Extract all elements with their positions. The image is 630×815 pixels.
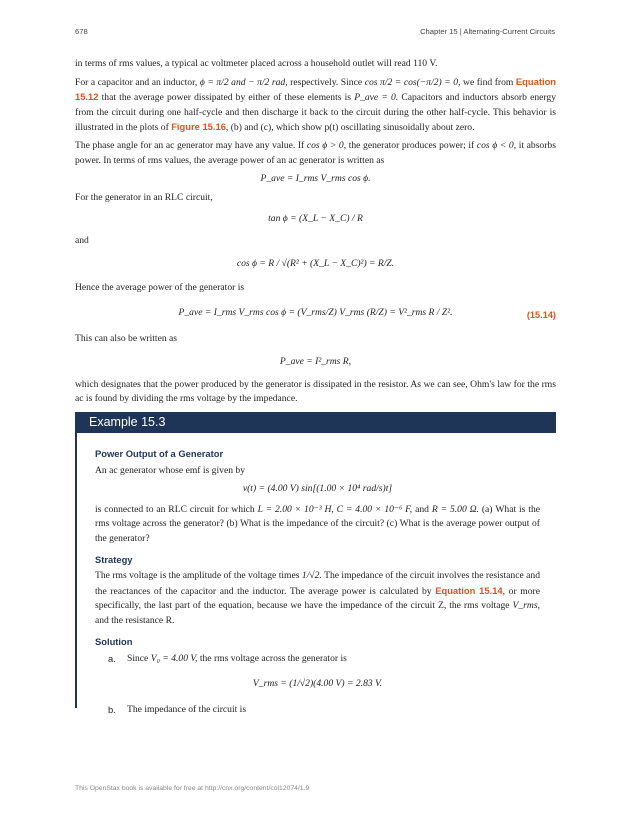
paragraph-text: Hence the average power of the generator is <box>75 282 245 294</box>
inline-equation: 1/√2. <box>301 570 322 582</box>
equation-text: P_ave = I_rms V_rms cos ϕ = (V_rms/Z) V_rms (R/Z) = V²_rms R / Z². <box>178 306 453 318</box>
equation-cos-phi: cos ϕ = R / √(R² + (X_L − X_C)²) = R/Z. <box>236 257 395 269</box>
inline-equation: ϕ = π/2 and − π/2 rad, <box>199 76 288 88</box>
equation-vrms: V_rms = (1/√2)(4.00 V) = 2.83 V. <box>252 677 383 689</box>
equation-link[interactable]: Equation 15.12 <box>75 75 557 103</box>
paragraph-text: The impedance of the circuit is <box>127 704 247 716</box>
equation-emf: v(t) = (4.00 V) sin[(1.00 × 10⁴ rad/s)t] <box>242 483 393 495</box>
main-text <box>75 57 556 409</box>
equation-link[interactable]: Equation 15.14 <box>435 584 503 596</box>
paragraph <box>75 75 556 136</box>
example-box <box>75 412 556 716</box>
paragraph-text: The rms voltage is the amplitude of the voltage times <box>95 570 300 582</box>
paragraph-text: For the generator in an RLC circuit, <box>75 191 213 203</box>
list-item <box>95 703 540 718</box>
paragraph <box>75 281 556 296</box>
inline-equation: L = 2.00 × 10⁻³ H, <box>257 503 334 515</box>
paragraph-text: , and the resistance R. <box>95 600 540 626</box>
paragraph <box>75 191 556 206</box>
inline-equation: cos ϕ > 0, <box>306 139 347 151</box>
paragraph-text: is connected to an RLC circuit for which <box>95 503 255 515</box>
paragraph-text: , or more specifically, the last part of the equation, because we have the impedance of the circuit Z, the rms voltage <box>95 585 540 612</box>
paragraph-text: it absorbs power. In terms of rms values, the average power of an ac generator is written as <box>75 139 556 166</box>
paragraph-text: the rms voltage across the generator is <box>199 653 347 665</box>
example-title: Example 15.3 <box>77 412 556 433</box>
equation-pave: P_ave = I_rms V_rms cos ϕ. <box>260 173 371 185</box>
paragraph-text: An ac generator whose emf is given by <box>95 464 245 476</box>
inline-equation: P_ave = 0. <box>354 92 399 104</box>
equation-i2r: P_ave = I²_rms R, <box>279 355 352 367</box>
example-heading: Power Output of a Generator <box>95 448 224 459</box>
page-header <box>75 25 555 39</box>
paragraph-text: The impedance of the circuit involves the resistance and the reactances of the capacitor and the inductor. The average power is calculated by <box>95 570 540 597</box>
paragraph-text: The phase angle for an ac generator may have any value. If <box>75 139 305 151</box>
example-heading: Solution <box>95 635 133 647</box>
example-body <box>77 433 540 718</box>
paragraph <box>75 234 556 249</box>
paragraph <box>95 569 540 628</box>
figure-link[interactable]: Figure 15.16 <box>171 121 226 133</box>
paragraph <box>75 139 556 168</box>
paragraph-text: which designates that the power produced by the generator is dissipated in the resistor. As we can see, Ohm's law for the rms ac is found by dividing the rms voltage by the impedance. <box>75 378 556 405</box>
paragraph-text: and <box>75 234 89 246</box>
equation-number: (15.14) <box>526 309 556 320</box>
paragraph-text: This can also be written as <box>75 333 178 345</box>
equation-tan-phi: tan ϕ = (X_L − X_C) / R <box>268 213 363 225</box>
paragraph <box>95 464 540 479</box>
chapter-title: Chapter 15 | Alternating-Current Circuits <box>420 27 555 36</box>
paragraph-text: Capacitors and inductors absorb energy from the circuit during one half-cycle and then discharge it back to the circuit during the other half-cycle. This behavior is illustrated in the plots of <box>75 92 557 134</box>
paragraph-text: Since <box>127 653 149 665</box>
paragraph <box>75 378 556 407</box>
inline-equation: V_rms <box>512 600 538 612</box>
paragraph <box>75 332 556 347</box>
paragraph-text: and <box>415 503 429 515</box>
inline-equation: C = 4.00 × 10⁻⁶ F, <box>336 503 413 515</box>
list-item <box>95 652 540 667</box>
page-number: 678 <box>75 27 88 36</box>
paragraph-text: we find from <box>463 76 514 88</box>
list-marker: a. <box>108 653 116 665</box>
page-footer: This OpenStax book is available for free at http://cnx.org/content/col12074/1.9 <box>75 785 310 792</box>
paragraph <box>95 503 540 547</box>
inline-equation: cos π/2 = cos(−π/2) = 0, <box>364 76 461 88</box>
paragraph-text: , (b) and (c), which show p(t) oscillating sinusoidally about zero. <box>225 122 475 134</box>
inline-equation: cos ϕ < 0, <box>476 139 517 151</box>
inline-equation: V₀ = 4.00 V, <box>150 653 198 665</box>
paragraph <box>75 57 556 72</box>
example-heading: Strategy <box>95 553 133 565</box>
paragraph-text: (a) What is the rms voltage across the generator? (b) What is the impedance of the circuit? (c) What is the average power output of the generator? <box>95 503 541 544</box>
paragraph-text: the generator produces power; if <box>348 139 475 151</box>
inline-equation: R = 5.00 Ω. <box>431 503 479 515</box>
paragraph-text: For a capacitor and an inductor, <box>75 76 198 88</box>
paragraph-text: in terms of rms values, a typical ac voltmeter placed across a household outlet will read 110 V. <box>75 58 438 69</box>
paragraph-text: that the average power dissipated by either of these elements is <box>101 92 352 104</box>
equation-15-14 <box>75 306 556 321</box>
paragraph-text: respectively. Since <box>290 76 363 88</box>
list-marker: b. <box>108 704 116 716</box>
